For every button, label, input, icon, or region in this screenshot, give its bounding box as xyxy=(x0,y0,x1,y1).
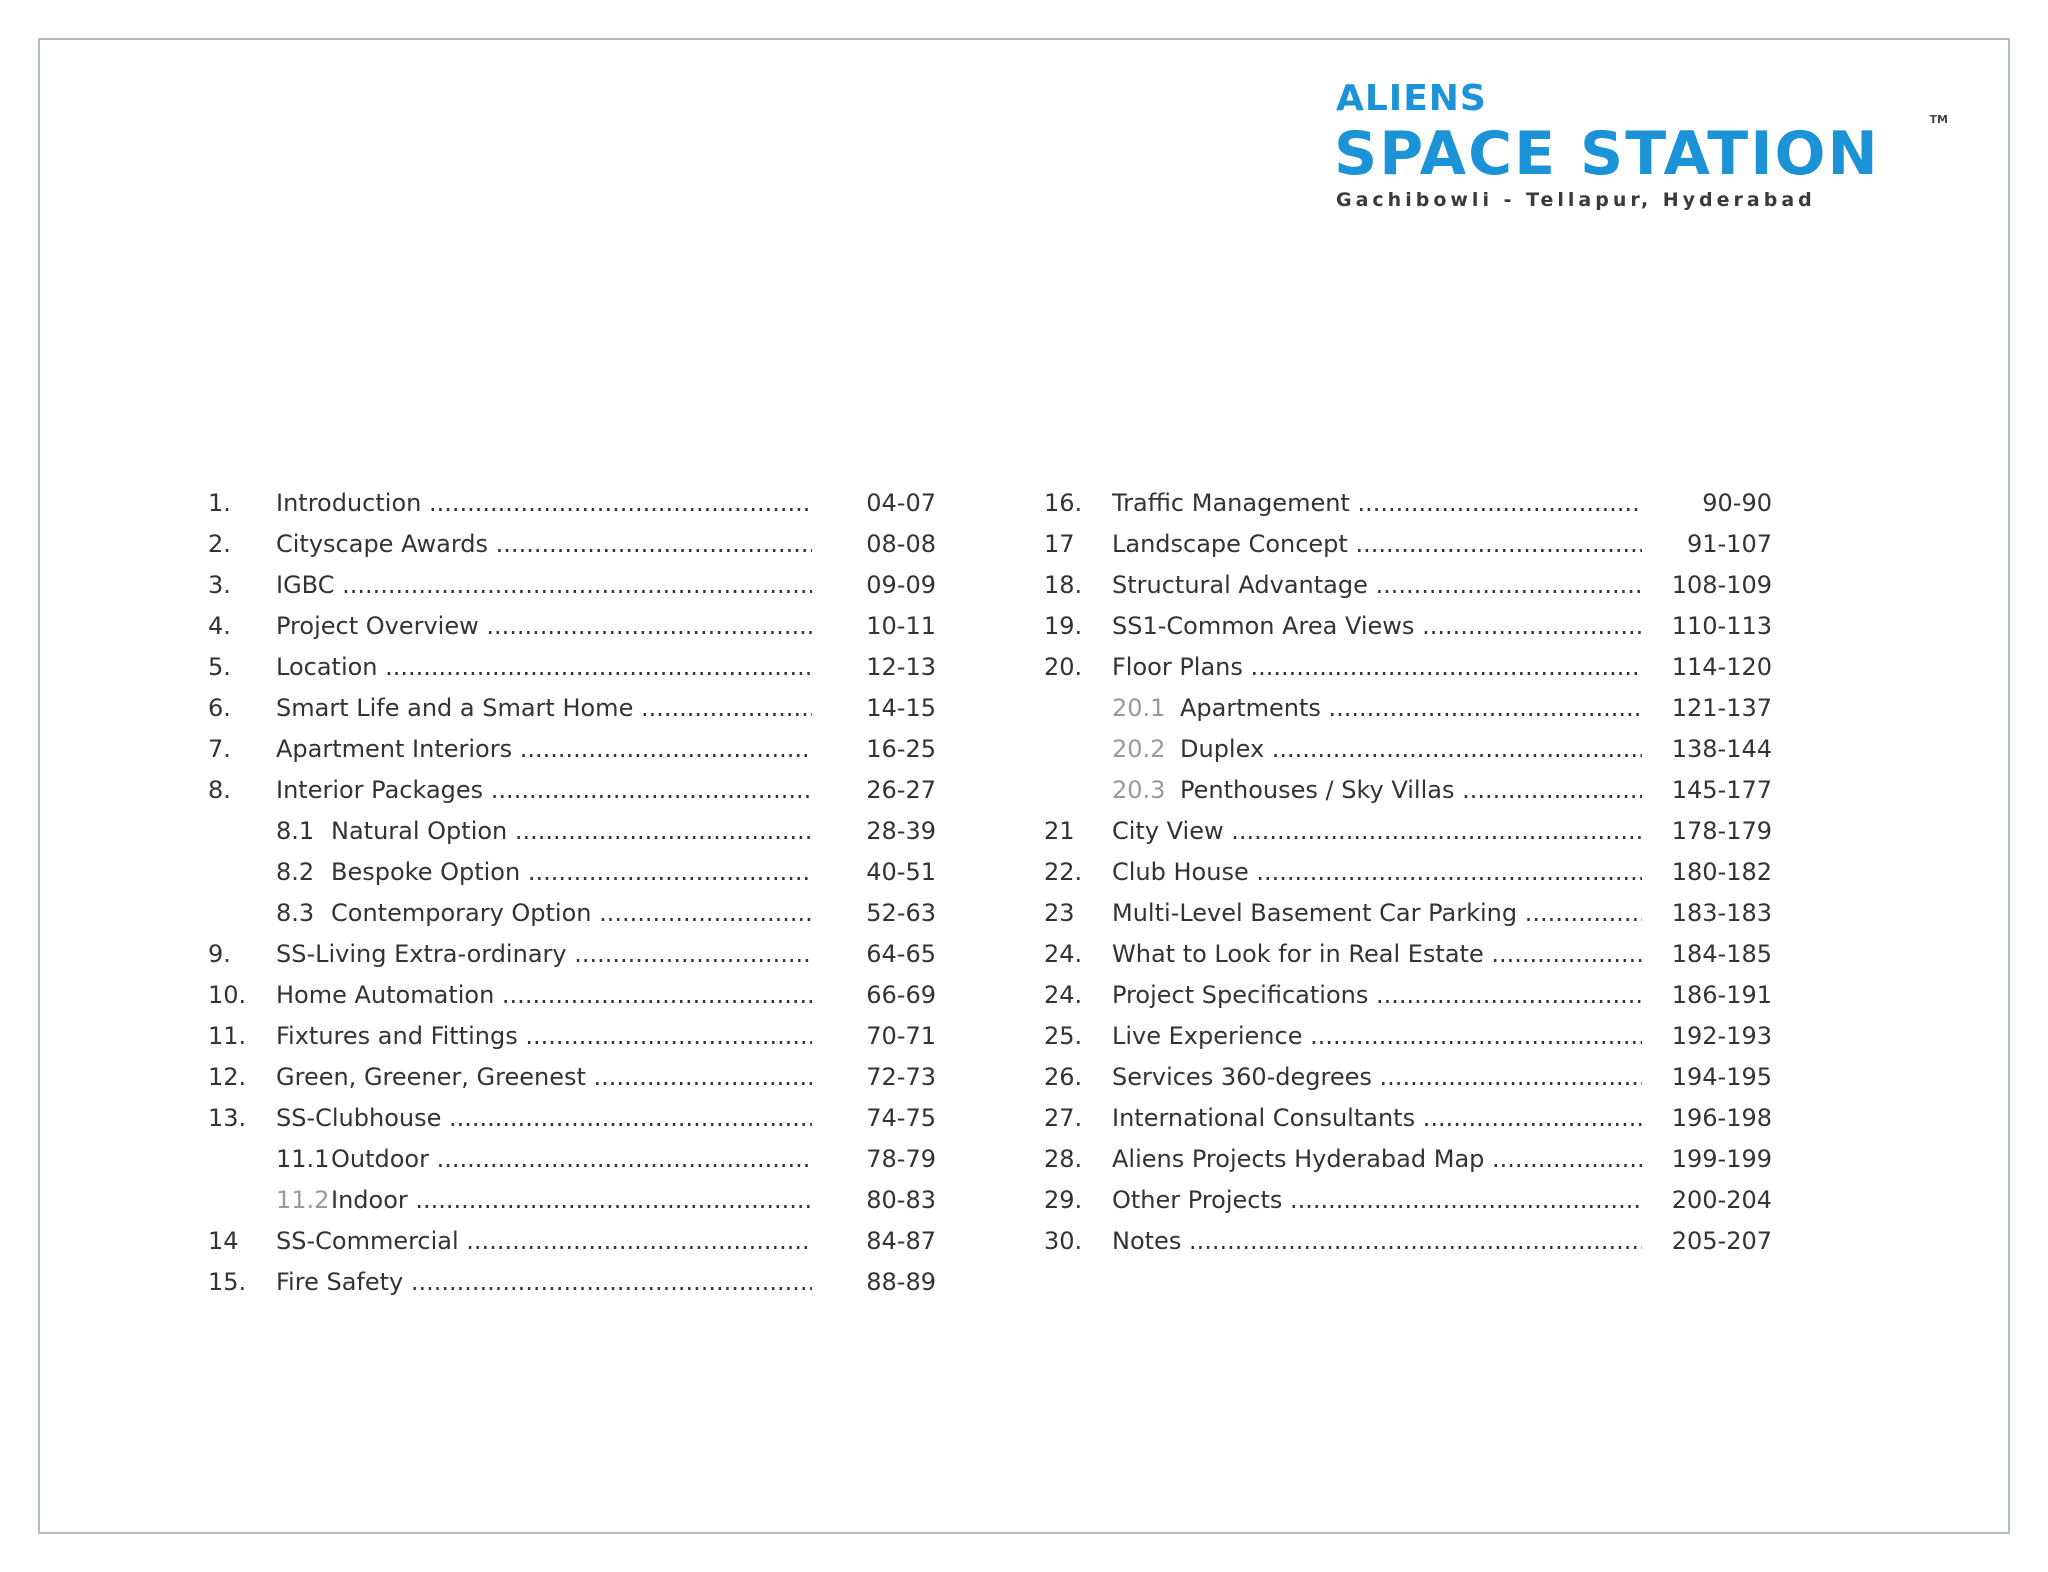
toc-entry-pages: 74-75 xyxy=(866,1104,936,1132)
toc-entry-pages: 91-107 xyxy=(1686,530,1772,558)
toc-entry-title: Notes ..... xyxy=(1112,1221,1642,1262)
toc-entry-number: 8.1 xyxy=(276,817,315,845)
toc-entry-pages: 78-79 xyxy=(866,1145,936,1173)
toc-entry-title: International Consultants ..... xyxy=(1112,1098,1642,1139)
toc-entry-title: Traffic Management ..... xyxy=(1112,483,1642,524)
toc-entry xyxy=(208,770,936,811)
toc-entry-pages: 114-120 xyxy=(1671,653,1772,681)
toc-entry-title: Floor Plans ..... xyxy=(1112,647,1642,688)
toc-entry-number: 23 xyxy=(1044,899,1075,927)
toc-entry-title: Natural Option ..... xyxy=(331,811,812,852)
toc-entry-pages: 70-71 xyxy=(866,1022,936,1050)
toc-entry-pages: 178-179 xyxy=(1671,817,1772,845)
toc-entry-number: 18. xyxy=(1044,571,1083,599)
toc-entry-number: 24. xyxy=(1044,940,1083,968)
toc-entry-pages: 28-39 xyxy=(866,817,936,845)
logo-space-station-text: SPACE STATION xyxy=(1334,119,1880,189)
toc-entry-title: Cityscape Awards ..... xyxy=(276,524,812,565)
toc-entry-pages: 10-11 xyxy=(866,612,936,640)
toc-entry-title: SS-Clubhouse ..... xyxy=(276,1098,812,1139)
toc-entry-title: Live Experience ..... xyxy=(1112,1016,1642,1057)
toc-entry xyxy=(1044,565,1772,606)
toc-entry-title: Introduction ..... xyxy=(276,483,812,524)
toc-entry xyxy=(208,606,936,647)
toc-entry-pages: 52-63 xyxy=(866,899,936,927)
toc-entry-number: 7. xyxy=(208,735,231,763)
toc-entry-title: Smart Life and a Smart Home ..... xyxy=(276,688,812,729)
toc-entry xyxy=(1044,647,1772,688)
toc-entry xyxy=(1044,1057,1772,1098)
toc-entry xyxy=(208,688,936,729)
toc-entry xyxy=(1044,729,1772,770)
toc-entry xyxy=(208,565,936,606)
toc-entry xyxy=(1044,606,1772,647)
toc-entry xyxy=(208,647,936,688)
toc-entry-title: Fire Safety ..... xyxy=(276,1262,812,1303)
toc-entry-pages: 08-08 xyxy=(866,530,936,558)
toc-entry xyxy=(1044,770,1772,811)
toc-entry-pages: 180-182 xyxy=(1671,858,1772,886)
toc-entry-title: Penthouses / Sky Villas ..... xyxy=(1180,770,1642,811)
toc-entry-number: 25. xyxy=(1044,1022,1083,1050)
toc-entry xyxy=(208,975,936,1016)
logo-location-text: Gachibowli - Tellapur, Hyderabad xyxy=(1336,189,1816,211)
toc-entry-title: SS-Living Extra-ordinary ..... xyxy=(276,934,812,975)
toc-entry-title: SS1-Common Area Views ..... xyxy=(1112,606,1642,647)
logo-trademark: TM xyxy=(1929,113,1948,126)
toc-entry-number: 11.2 xyxy=(276,1186,330,1214)
toc-entry-pages: 04-07 xyxy=(866,489,936,517)
toc-entry-title: Fixtures and Fittings ..... xyxy=(276,1016,812,1057)
toc-entry xyxy=(1044,934,1772,975)
toc-entry xyxy=(208,811,936,852)
toc-entry-number: 27. xyxy=(1044,1104,1083,1132)
toc-entry-title: City View ..... xyxy=(1112,811,1642,852)
toc-entry-title: What to Look for in Real Estate ..... xyxy=(1112,934,1642,975)
toc-entry xyxy=(1044,1016,1772,1057)
toc-entry-number: 26. xyxy=(1044,1063,1083,1091)
toc-entry xyxy=(1044,1139,1772,1180)
toc-entry-number: 14 xyxy=(208,1227,239,1255)
toc-entry-pages: 66-69 xyxy=(866,981,936,1009)
toc-entry-pages: 199-199 xyxy=(1671,1145,1772,1173)
toc-entry-pages: 121-137 xyxy=(1671,694,1772,722)
toc-entry-title: Club House ..... xyxy=(1112,852,1642,893)
toc-entry-number: 6. xyxy=(208,694,231,722)
toc-entry xyxy=(1044,524,1772,565)
toc-entry-number: 5. xyxy=(208,653,231,681)
toc-entry-pages: 108-109 xyxy=(1671,571,1772,599)
toc-entry xyxy=(1044,483,1772,524)
toc-entry xyxy=(1044,688,1772,729)
toc-entry-pages: 196-198 xyxy=(1671,1104,1772,1132)
toc-entry-pages: 145-177 xyxy=(1671,776,1772,804)
toc-entry xyxy=(1044,811,1772,852)
toc-entry-title: Landscape Concept ..... xyxy=(1112,524,1642,565)
toc-entry-title: Indoor ..... xyxy=(331,1180,812,1221)
toc-entry xyxy=(1044,1221,1772,1262)
toc-entry-number: 11. xyxy=(208,1022,247,1050)
toc-entry-number: 4. xyxy=(208,612,231,640)
toc-entry-pages: 90-90 xyxy=(1702,489,1772,517)
toc-entry xyxy=(208,483,936,524)
brand-logo xyxy=(1336,78,1956,218)
toc-entry-pages: 84-87 xyxy=(866,1227,936,1255)
toc-entry-title: Outdoor ..... xyxy=(331,1139,812,1180)
toc-entry xyxy=(208,1016,936,1057)
toc-entry-pages: 72-73 xyxy=(866,1063,936,1091)
toc-entry-title: Project Specifications ..... xyxy=(1112,975,1642,1016)
toc-entry-title: Home Automation ..... xyxy=(276,975,812,1016)
toc-entry-number: 8.2 xyxy=(276,858,315,886)
toc-entry-number: 29. xyxy=(1044,1186,1083,1214)
toc-entry-title: SS-Commercial ..... xyxy=(276,1221,812,1262)
toc-entry-pages: 14-15 xyxy=(866,694,936,722)
toc-entry-number: 24. xyxy=(1044,981,1083,1009)
toc-entry-pages: 40-51 xyxy=(866,858,936,886)
toc-entry-number: 10. xyxy=(208,981,247,1009)
toc-entry-title: Contemporary Option ..... xyxy=(331,893,812,934)
toc-entry-number: 3. xyxy=(208,571,231,599)
toc-entry xyxy=(208,524,936,565)
toc-entry xyxy=(208,729,936,770)
toc-entry-number: 13. xyxy=(208,1104,247,1132)
toc-entry-pages: 194-195 xyxy=(1671,1063,1772,1091)
toc-entry-pages: 138-144 xyxy=(1671,735,1772,763)
toc-entry-title: Aliens Projects Hyderabad Map ..... xyxy=(1112,1139,1642,1180)
toc-entry-pages: 200-204 xyxy=(1671,1186,1772,1214)
toc-entry xyxy=(208,893,936,934)
toc-entry xyxy=(1044,893,1772,934)
toc-entry-title: Green, Greener, Greenest ..... xyxy=(276,1057,812,1098)
toc-entry xyxy=(208,1139,936,1180)
toc-entry xyxy=(1044,852,1772,893)
toc-entry-number: 20.2 xyxy=(1112,735,1166,763)
toc-entry-number: 11.1 xyxy=(276,1145,330,1173)
toc-entry-title: Location ..... xyxy=(276,647,812,688)
toc-entry-number: 15. xyxy=(208,1268,247,1296)
toc-entry-title: IGBC ..... xyxy=(276,565,812,606)
toc-entry-number: 12. xyxy=(208,1063,247,1091)
toc-entry-title: Apartment Interiors ..... xyxy=(276,729,812,770)
logo-aliens-text: ALIENS xyxy=(1336,78,1487,119)
toc-entry-pages: 192-193 xyxy=(1671,1022,1772,1050)
toc-entry-pages: 64-65 xyxy=(866,940,936,968)
toc-entry xyxy=(208,1180,936,1221)
toc-entry-pages: 26-27 xyxy=(866,776,936,804)
toc-entry-title: Interior Packages ..... xyxy=(276,770,812,811)
toc-entry-title: Structural Advantage ..... xyxy=(1112,565,1642,606)
toc-entry-pages: 80-83 xyxy=(866,1186,936,1214)
toc-entry xyxy=(208,1262,936,1303)
toc-entry xyxy=(1044,1098,1772,1139)
toc-entry-title: Project Overview ..... xyxy=(276,606,812,647)
toc-entry xyxy=(1044,975,1772,1016)
toc-entry-pages: 110-113 xyxy=(1671,612,1772,640)
toc-entry-title: Multi-Level Basement Car Parking ..... xyxy=(1112,893,1642,934)
toc-entry-pages: 09-09 xyxy=(866,571,936,599)
toc-entry xyxy=(208,934,936,975)
toc-entry-number: 8. xyxy=(208,776,231,804)
toc-entry xyxy=(208,1098,936,1139)
toc-entry-number: 22. xyxy=(1044,858,1083,886)
toc-entry-pages: 88-89 xyxy=(866,1268,936,1296)
toc-entry-number: 9. xyxy=(208,940,231,968)
toc-entry xyxy=(208,1221,936,1262)
toc-entry-number: 19. xyxy=(1044,612,1083,640)
toc-entry-number: 20.3 xyxy=(1112,776,1166,804)
toc-entry-number: 2. xyxy=(208,530,231,558)
toc-entry-pages: 184-185 xyxy=(1671,940,1772,968)
toc-entry-pages: 205-207 xyxy=(1671,1227,1772,1255)
toc-entry-number: 21 xyxy=(1044,817,1075,845)
toc-entry-number: 8.3 xyxy=(276,899,315,927)
toc-entry-number: 17 xyxy=(1044,530,1075,558)
toc-entry-title: Other Projects ..... xyxy=(1112,1180,1642,1221)
toc-entry-number: 1. xyxy=(208,489,231,517)
toc-entry-pages: 186-191 xyxy=(1671,981,1772,1009)
toc-entry xyxy=(208,852,936,893)
toc-entry xyxy=(1044,1180,1772,1221)
toc-entry-number: 30. xyxy=(1044,1227,1083,1255)
toc-entry-title: Bespoke Option ..... xyxy=(331,852,812,893)
toc-entry xyxy=(208,1057,936,1098)
toc-entry-title: Services 360-degrees ..... xyxy=(1112,1057,1642,1098)
toc-entry-title: Apartments ..... xyxy=(1180,688,1642,729)
toc-entry-number: 20. xyxy=(1044,653,1083,681)
toc-entry-title: Duplex ..... xyxy=(1180,729,1642,770)
toc-entry-number: 20.1 xyxy=(1112,694,1166,722)
toc-entry-pages: 183-183 xyxy=(1671,899,1772,927)
toc-entry-number: 28. xyxy=(1044,1145,1083,1173)
toc-entry-pages: 16-25 xyxy=(866,735,936,763)
toc-entry-number: 16. xyxy=(1044,489,1083,517)
toc-entry-pages: 12-13 xyxy=(866,653,936,681)
